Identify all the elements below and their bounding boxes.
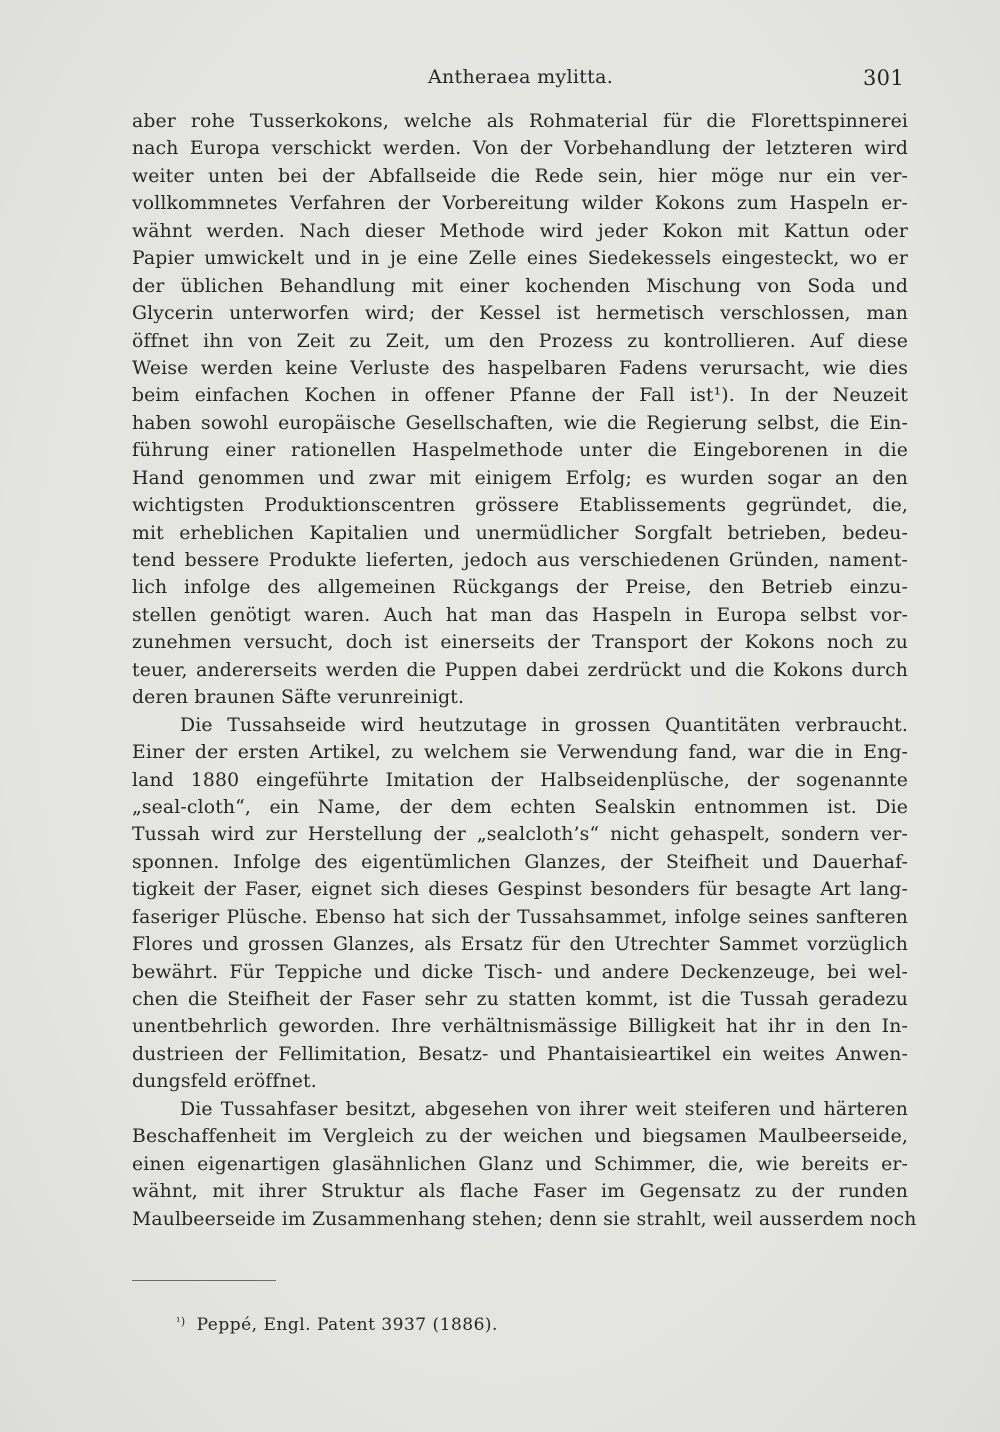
text-line: bewährt. Für Teppiche und dicke Tisch- und andere Deckenzeuge, bei wel- [132, 961, 908, 983]
text-line: faseriger Plüsche. Ebenso hat sich der Tussahsammet, infolge seines sanfteren [132, 906, 908, 928]
text-line: vollkommnetes Verfahren der Vorbereitung wilder Kokons zum Haspeln er- [132, 193, 908, 215]
text-line: sponnen. Infolge des eigentümlichen Glanzes, der Steifheit und Dauerhaf- [132, 851, 908, 873]
text-line: wichtigsten Produktionscentren grössere Etablissements gegründet, die, [132, 495, 908, 517]
text-line: Flores und grossen Glanzes, als Ersatz für den Utrechter Sammet vorzüglich [132, 934, 908, 956]
text-line: Glycerin unterworfen wird; der Kessel ist hermetisch verschlossen, man [132, 303, 908, 325]
text-line: teuer, andererseits werden die Puppen dabei zerdrückt und die Kokons durch [132, 659, 908, 681]
text-line: Maulbeerseide im Zusammenhang stehen; denn sie strahlt, weil ausserdem noch [132, 1208, 917, 1230]
text-line: chen die Steifheit der Faser sehr zu statten kommt, ist die Tussah geradezu [132, 989, 908, 1010]
text-line: Die Tussahfaser besitzt, abgesehen von ihrer weit steiferen und härteren [180, 1098, 908, 1120]
footnote-marker: ¹) [176, 1315, 186, 1328]
text-line: wähnt werden. Nach dieser Methode wird jeder Kokon mit Kattun oder [132, 220, 908, 242]
text-line: dungsfeld eröffnet. [132, 1071, 317, 1093]
text-line: öffnet ihn von Zeit zu Zeit, um den Prozess zu kontrollieren. Auf diese [132, 330, 908, 352]
text-line: Einer der ersten Artikel, zu welchem sie Verwendung fand, war die in Eng- [132, 742, 908, 764]
text-line: zunehmen versucht, doch ist einerseits der Transport der Kokons noch zu [132, 632, 908, 654]
running-head [132, 66, 906, 96]
text-line: Beschaffenheit im Vergleich zu der weichen und biegsamen Maulbeerseide, [132, 1126, 908, 1148]
text-line: Hand genommen und zwar mit einigem Erfolg; es wurden sogar an den [132, 467, 908, 489]
footnote [176, 1315, 498, 1335]
text-line: deren braunen Säfte verunreinigt. [132, 687, 465, 709]
body-text [132, 108, 917, 1233]
text-line: Weise werden keine Verluste des haspelbaren Fadens verursacht, wie dies [132, 357, 908, 379]
text-line: beim einfachen Kochen in offener Pfanne der Fall ist¹). In der Neuzeit [132, 385, 908, 407]
text-line: führung einer rationellen Haspelmethode unter die Eingeborenen in die [132, 440, 908, 462]
footnote-text: Peppé, Engl. Patent 3937 (1886). [196, 1315, 498, 1335]
text-line: Tussah wird zur Herstellung der „sealcloth’s“ nicht gehaspelt, sondern ver- [132, 824, 908, 846]
text-line: Die Tussahseide wird heutzutage in grossen Quantitäten verbraucht. [180, 714, 908, 736]
text-line: haben sowohl europäische Gesellschaften, wie die Regierung selbst, die Ein- [132, 412, 908, 434]
text-line: unentbehrlich geworden. Ihre verhältnismässige Billigkeit hat ihr in den In- [132, 1016, 908, 1038]
text-line: einen eigenartigen glasähnlichen Glanz und Schimmer, die, wie bereits er- [132, 1153, 908, 1175]
text-line: land 1880 eingeführte Imitation der Halbseidenplüsche, der sogenannte [132, 769, 908, 791]
page-number: 301 [863, 66, 904, 90]
text-line: dustrieen der Fellimitation, Besatz- und Phantaisieartikel ein weites Anwen- [132, 1043, 908, 1065]
text-line: mit erheblichen Kapitalien und unermüdlicher Sorgfalt betrieben, bedeu- [132, 522, 908, 544]
text-line: tigkeit der Faser, eignet sich dieses Gespinst besonders für besagte Art lang- [132, 879, 908, 901]
text-line: weiter unten bei der Abfallseide die Rede sein, hier möge nur ein ver- [132, 165, 908, 187]
text-line: nach Europa verschickt werden. Von der Vorbehandlung der letzteren wird [132, 138, 908, 160]
text-line: aber rohe Tusserkokons, welche als Rohmaterial für die Florettspinnerei [132, 111, 908, 132]
text-line: der üblichen Behandlung mit einer kochenden Mischung von Soda und [132, 275, 908, 297]
text-line: stellen genötigt waren. Auch hat man das Haspeln in Europa selbst vor- [132, 604, 908, 626]
text-line: Papier umwickelt und in je eine Zelle eines Siedekessels eingesteckt, wo er [132, 248, 908, 270]
text-line: wähnt, mit ihrer Struktur als flache Faser im Gegensatz zu der runden [132, 1181, 908, 1203]
running-title: Antheraea mylitta. [428, 66, 614, 88]
text-line: tend bessere Produkte lieferten, jedoch aus verschiedenen Gründen, nament- [132, 550, 908, 571]
text-line: lich infolge des allgemeinen Rückgangs der Preise, den Betrieb einzu- [132, 577, 908, 599]
footnote-rule [132, 1280, 276, 1281]
text-line: „seal-cloth“, ein Name, der dem echten Sealskin entnommen ist. Die [132, 796, 908, 818]
